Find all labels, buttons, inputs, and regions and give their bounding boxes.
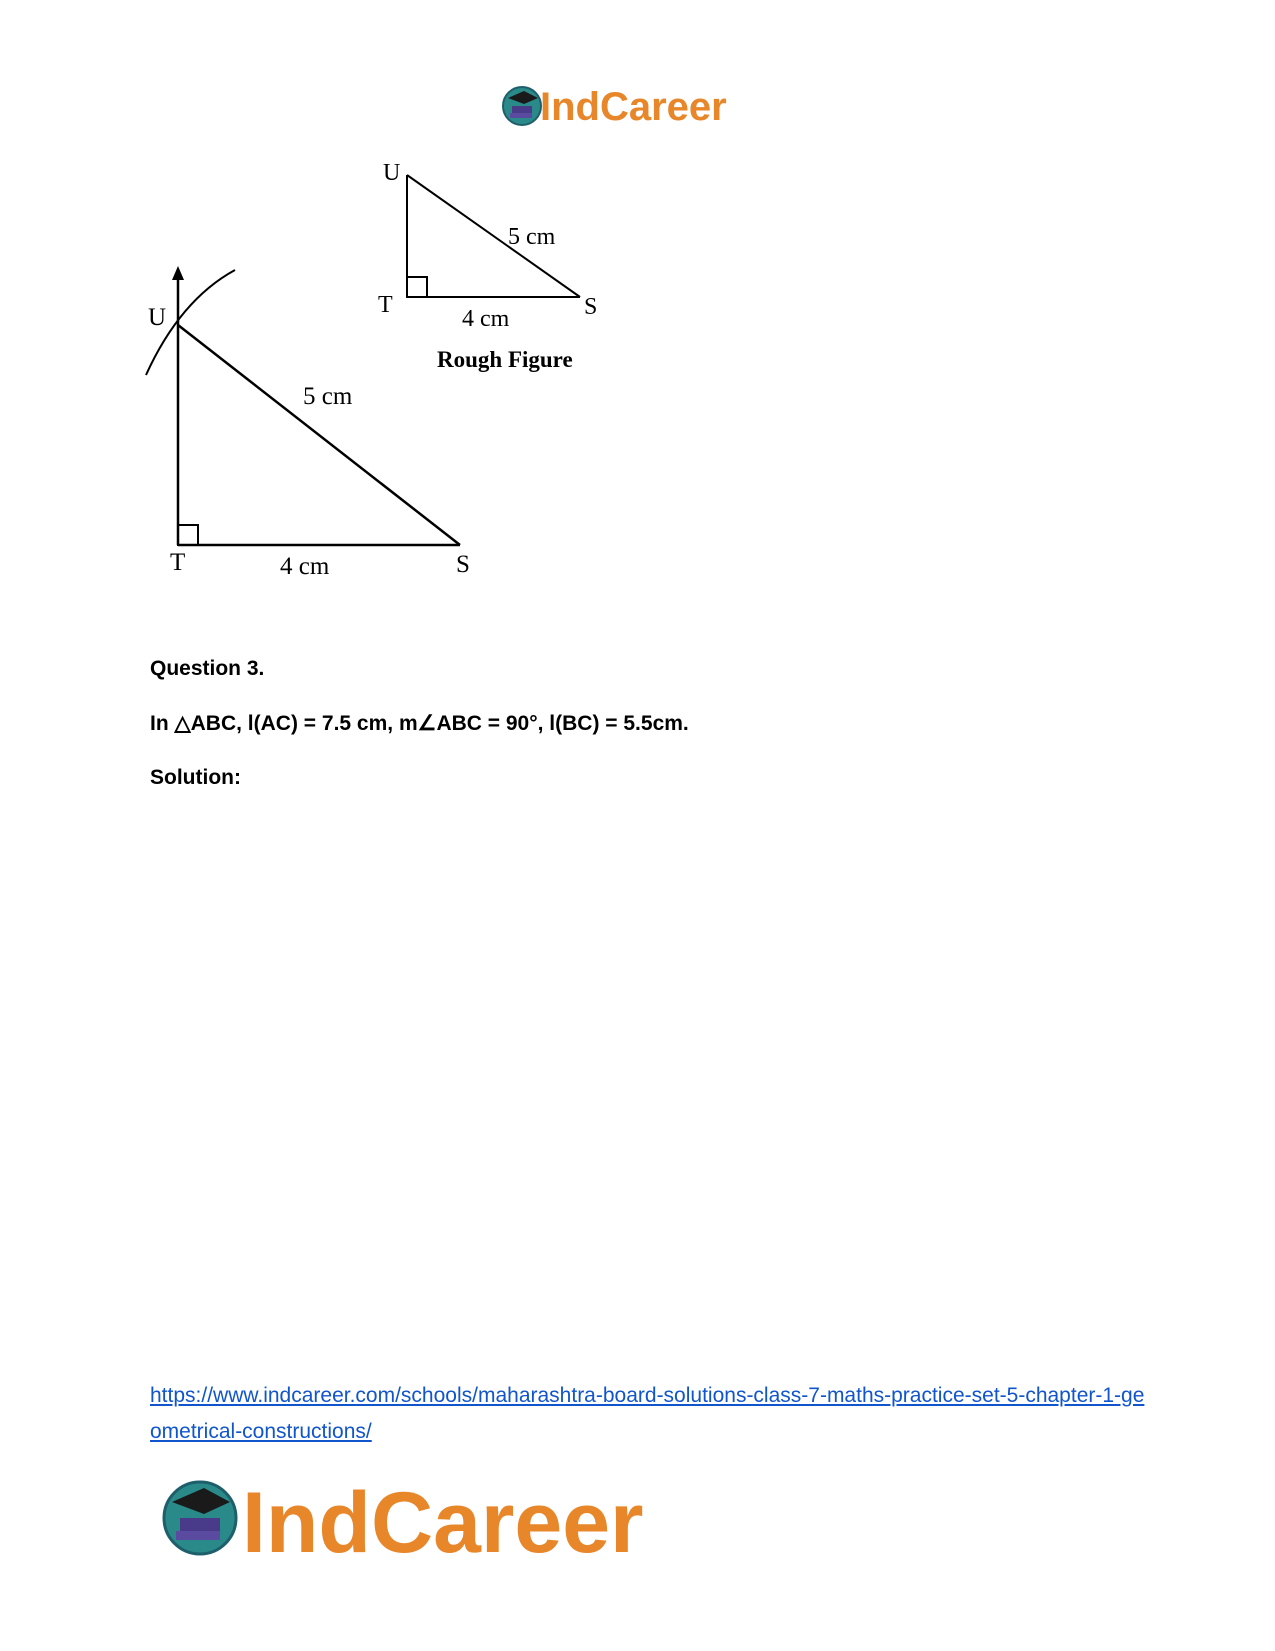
rough-hypotenuse-label: 5 cm	[508, 224, 556, 250]
rough-figure-caption: Rough Figure	[437, 347, 573, 372]
constructed-triangle	[146, 266, 470, 580]
main-base-label: 4 cm	[280, 553, 330, 580]
rough-label-s: S	[584, 294, 598, 320]
globe-icon	[164, 1482, 236, 1554]
indcareer-logo-top	[500, 80, 770, 132]
solution-label: Solution:	[150, 766, 241, 789]
main-label-s: S	[456, 551, 470, 578]
triangle-construction-figure	[140, 160, 660, 620]
rough-triangle	[378, 160, 597, 372]
logo-text: IndCareer	[540, 85, 727, 129]
question-text: In △ABC, l(AC) = 7.5 cm, m∠ABC = 90°, l(BC) = 5.5cm.	[150, 712, 689, 735]
logo-text: IndCareer	[242, 1475, 644, 1568]
question-title: Question 3.	[150, 657, 265, 680]
rough-label-u: U	[383, 160, 401, 186]
main-label-u: U	[148, 304, 167, 331]
rough-label-t: T	[378, 292, 393, 318]
globe-icon	[503, 87, 541, 125]
rough-base-label: 4 cm	[462, 306, 510, 332]
main-label-t: T	[170, 549, 186, 576]
main-hypotenuse-label: 5 cm	[303, 383, 353, 410]
indcareer-logo-bottom	[160, 1468, 700, 1568]
source-link[interactable]: https://www.indcareer.com/schools/maharashtra-board-solutions-class-7-maths-practice-set-5-chapter-1-geometrical-constructions/	[150, 1384, 1145, 1443]
